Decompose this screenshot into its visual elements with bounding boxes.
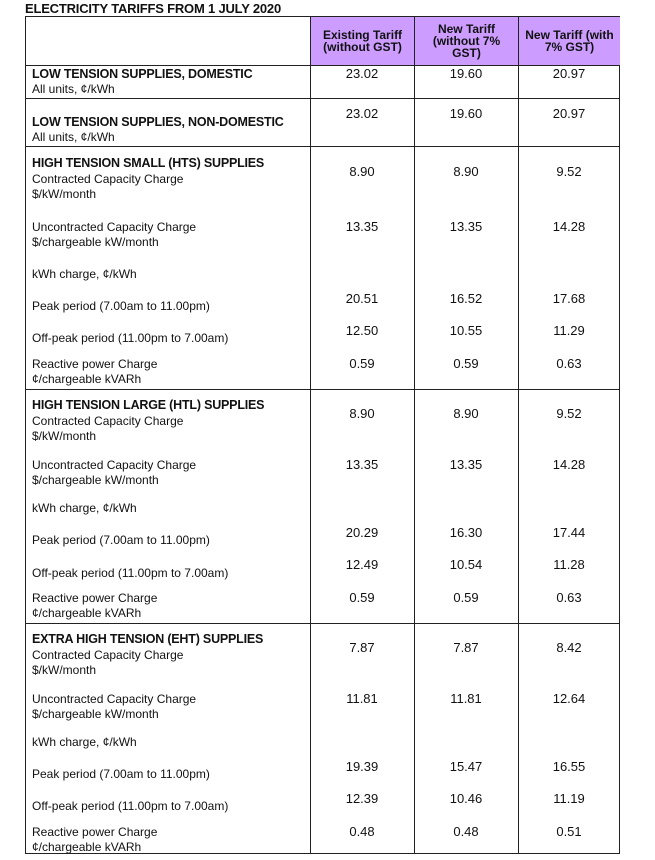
value-new-without-gst: 16.30 <box>449 525 483 540</box>
value-existing: 20.29 <box>345 525 379 540</box>
row-label: kWh charge, ¢/kWh <box>32 735 137 749</box>
section-heading-hts: HIGH TENSION SMALL (HTS) SUPPLIES <box>32 156 265 170</box>
value-existing: 23.02 <box>345 66 379 81</box>
value-new-without-gst: 16.52 <box>449 291 483 306</box>
value-new-with-gst: 20.97 <box>552 66 586 81</box>
value-existing: 7.87 <box>349 640 375 655</box>
value-new-with-gst: 14.28 <box>552 457 586 472</box>
value-new-with-gst: 20.97 <box>552 106 586 121</box>
column-divider <box>414 17 415 853</box>
row-divider <box>26 389 619 390</box>
value-new-with-gst: 11.29 <box>553 323 585 338</box>
row-label: Contracted Capacity Charge <box>32 414 184 428</box>
value-new-with-gst: 0.63 <box>556 356 582 371</box>
page-title: ELECTRICITY TARIFFS FROM 1 JULY 2020 <box>25 1 281 16</box>
header-new-tariff-without-gst: New Tariff (without 7% GST) <box>415 17 518 65</box>
row-divider <box>26 98 619 99</box>
value-existing: 12.49 <box>345 557 379 572</box>
value-new-with-gst: 0.63 <box>556 590 582 605</box>
value-new-without-gst: 0.59 <box>453 356 479 371</box>
column-divider <box>310 17 311 853</box>
value-new-with-gst: 0.51 <box>556 824 582 839</box>
row-unit-label: ¢/chargeable kVARh <box>32 372 142 386</box>
value-existing: 13.35 <box>345 457 379 472</box>
row-label: Uncontracted Capacity Charge <box>32 692 197 706</box>
section-heading-lt-domestic: LOW TENSION SUPPLIES, DOMESTIC <box>32 67 253 81</box>
value-new-with-gst: 16.55 <box>552 759 586 774</box>
value-existing: 12.39 <box>345 791 379 806</box>
value-new-with-gst: 9.52 <box>556 164 582 179</box>
value-existing: 8.90 <box>349 164 375 179</box>
row-label: Reactive power Charge <box>32 357 158 371</box>
row-unit-label: All units, ¢/kWh <box>32 82 115 96</box>
row-label: Uncontracted Capacity Charge <box>32 220 197 234</box>
value-new-with-gst: 14.28 <box>552 219 586 234</box>
row-label: Off-peak period (11.00pm to 7.00am) <box>32 799 229 813</box>
value-existing: 0.59 <box>349 356 375 371</box>
row-label: Peak period (7.00am to 11.00pm) <box>32 533 210 547</box>
value-new-without-gst: 10.55 <box>449 323 483 338</box>
value-existing: 19.39 <box>345 759 379 774</box>
value-new-without-gst: 19.60 <box>449 106 483 121</box>
value-new-without-gst: 13.35 <box>449 219 483 234</box>
row-label: Off-peak period (11.00pm to 7.00am) <box>32 331 229 345</box>
tariff-table <box>25 16 620 854</box>
row-label: kWh charge, ¢/kWh <box>32 267 137 281</box>
row-unit-label: ¢/chargeable kVARh <box>32 606 142 620</box>
value-new-without-gst: 8.90 <box>453 406 479 421</box>
value-existing: 0.48 <box>349 824 375 839</box>
row-unit-label: $/kW/month <box>32 187 97 201</box>
value-new-without-gst: 10.54 <box>449 557 483 572</box>
value-existing: 12.50 <box>345 323 379 338</box>
value-new-without-gst: 11.81 <box>450 691 482 706</box>
value-new-with-gst: 11.28 <box>553 557 585 572</box>
row-unit-label: $/chargeable kW/month <box>32 473 159 487</box>
row-divider <box>26 65 619 66</box>
row-label: Reactive power Charge <box>32 825 158 839</box>
section-heading-htl: HIGH TENSION LARGE (HTL) SUPPLIES <box>32 398 265 412</box>
row-label: kWh charge, ¢/kWh <box>32 501 137 515</box>
value-new-without-gst: 19.60 <box>449 66 483 81</box>
value-new-with-gst: 12.64 <box>552 691 586 706</box>
row-label: Off-peak period (11.00pm to 7.00am) <box>32 566 229 580</box>
value-new-without-gst: 10.46 <box>449 791 483 806</box>
value-new-with-gst: 9.52 <box>556 406 582 421</box>
row-unit-label: ¢/chargeable kVARh <box>32 840 142 854</box>
value-existing: 11.81 <box>346 691 378 706</box>
row-divider <box>26 623 619 624</box>
value-existing: 23.02 <box>345 106 379 121</box>
value-new-without-gst: 0.48 <box>453 824 479 839</box>
value-new-without-gst: 13.35 <box>449 457 483 472</box>
value-new-with-gst: 17.44 <box>552 525 586 540</box>
value-existing: 13.35 <box>345 219 379 234</box>
value-new-without-gst: 8.90 <box>453 164 479 179</box>
header-existing-tariff: Existing Tariff (without GST) <box>311 17 414 65</box>
value-existing: 0.59 <box>349 590 375 605</box>
row-label: Contracted Capacity Charge <box>32 172 184 186</box>
row-unit-label: $/chargeable kW/month <box>32 707 159 721</box>
row-label: Peak period (7.00am to 11.00pm) <box>32 299 210 313</box>
value-new-with-gst: 11.19 <box>553 791 585 806</box>
value-new-without-gst: 15.47 <box>449 759 483 774</box>
row-label: Peak period (7.00am to 11.00pm) <box>32 767 210 781</box>
value-new-with-gst: 17.68 <box>552 291 586 306</box>
value-new-without-gst: 0.59 <box>453 590 479 605</box>
row-label: Uncontracted Capacity Charge <box>32 458 197 472</box>
column-divider <box>518 17 519 853</box>
value-existing: 8.90 <box>349 406 375 421</box>
row-divider <box>26 146 619 147</box>
row-unit-label: $/kW/month <box>32 663 97 677</box>
section-heading-lt-non-domestic: LOW TENSION SUPPLIES, NON-DOMESTIC <box>32 115 284 129</box>
row-unit-label: $/kW/month <box>32 429 97 443</box>
value-new-without-gst: 7.87 <box>453 640 479 655</box>
value-existing: 20.51 <box>345 291 379 306</box>
row-unit-label: $/chargeable kW/month <box>32 235 159 249</box>
header-new-tariff-with-gst: New Tariff (with 7% GST) <box>519 17 620 65</box>
value-new-with-gst: 8.42 <box>556 640 582 655</box>
row-label: Reactive power Charge <box>32 591 158 605</box>
row-label: Contracted Capacity Charge <box>32 648 184 662</box>
row-unit-label: All units, ¢/kWh <box>32 130 115 144</box>
section-heading-eht: EXTRA HIGH TENSION (EHT) SUPPLIES <box>32 632 264 646</box>
